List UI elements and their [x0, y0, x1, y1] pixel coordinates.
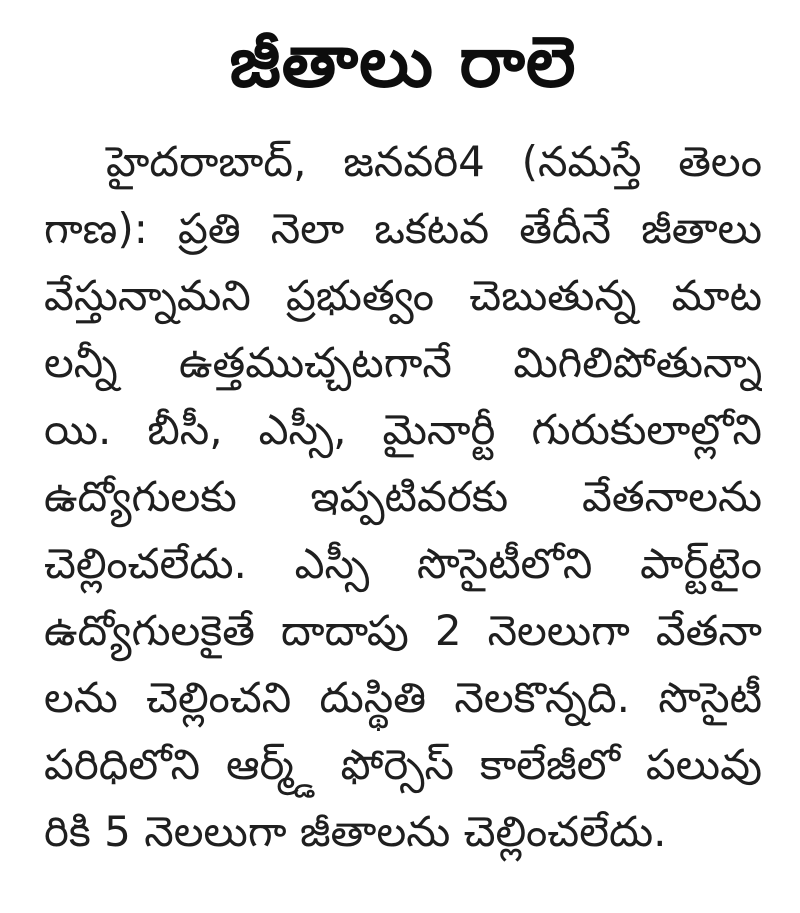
article-line: చెల్లించలేదు. ఎస్సీ సొసైటీలోని పార్ట్‌టైం	[44, 539, 762, 588]
article-line: యి. బీసీ, ఎస్సీ, మైనార్టీ గురుకులాల్లోని	[44, 405, 762, 454]
article-line: ఉద్యోగులకైతే దాదాపు 2 నెలలుగా వేతనా	[44, 606, 762, 655]
article-line: గాణ): ప్రతి నెలా ఒకటవ తేదీనే జీతాలు	[44, 204, 762, 253]
article-line: ఉద్యోగులకు ఇప్పటివరకు వేతనాలను	[44, 472, 762, 521]
article-line: లను చెల్లించని దుస్థితి నెలకొన్నది. సొసైటీ	[44, 673, 762, 722]
article-line: వేస్తున్నామని ప్రభుత్వం చెబుతున్న మాట	[44, 271, 762, 320]
article-line: రికి 5 నెలలుగా జీతాలను చెల్లించలేదు.	[44, 807, 667, 856]
headline: జీతాలు రాలె	[229, 21, 577, 103]
article-line: పరిధిలోని ఆర్మ్డ్ ఫోర్సెస్ కాలేజీలో పలువు	[44, 740, 762, 789]
article-line: లన్నీ ఉత్తముచ్చటగానే మిగిలిపోతున్నా	[44, 338, 762, 387]
article-body	[44, 128, 762, 865]
article-line: హైదరాబాద్, జనవరి4 (నమస్తే తెలం	[106, 137, 762, 186]
